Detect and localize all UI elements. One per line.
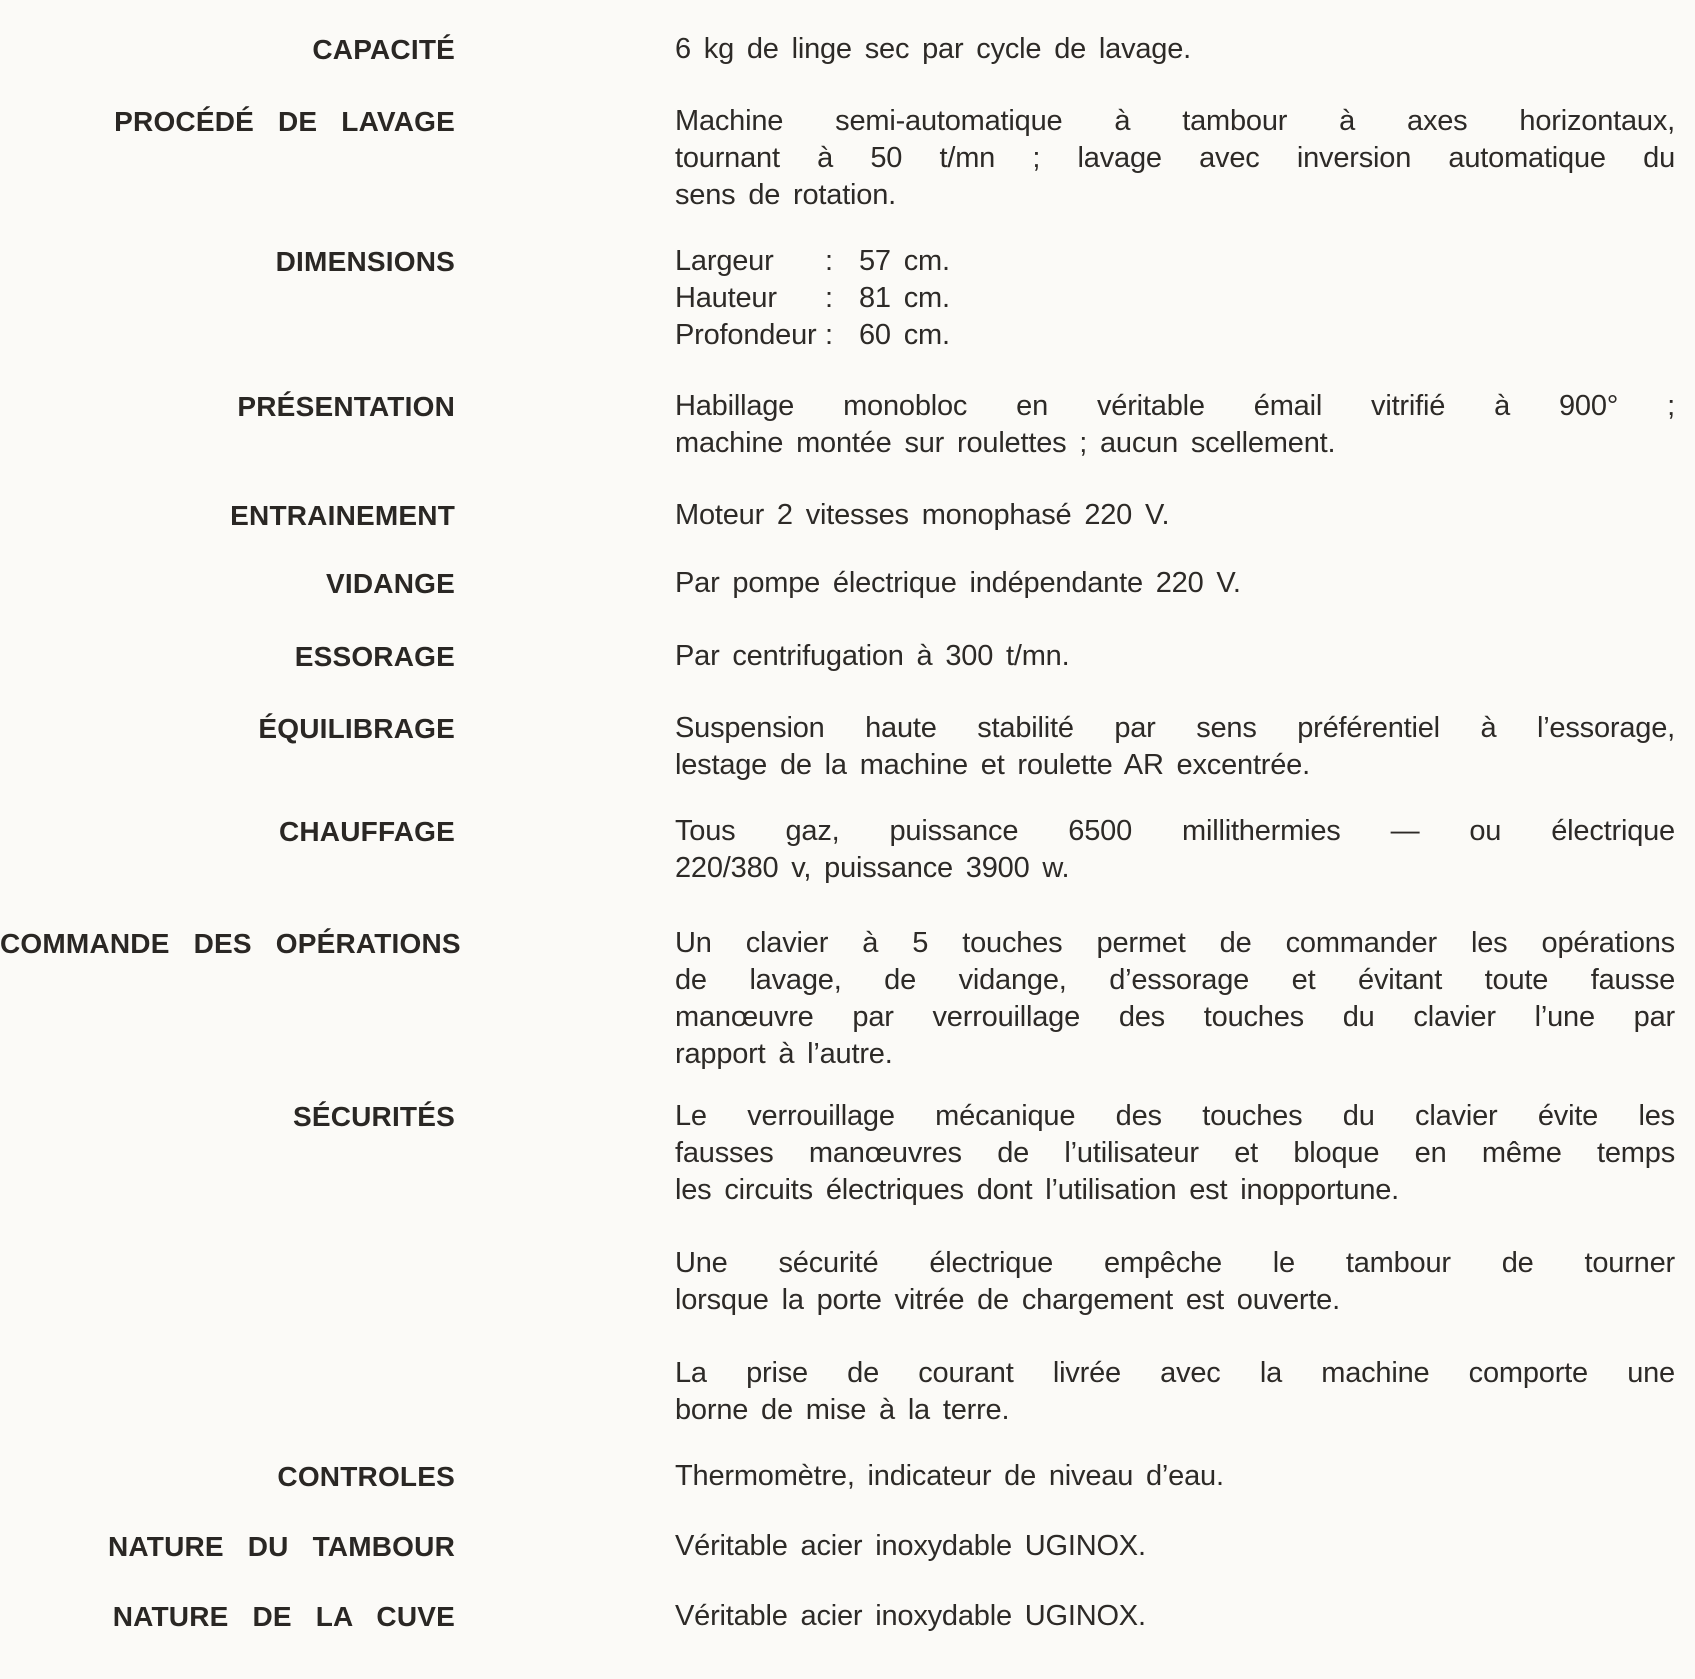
spec-text-line: de lavage, de vidange, d’essorage et évitant toute fausse	[675, 964, 1675, 996]
securites-paragraph-1	[675, 1098, 1675, 1209]
spec-label-vidange: VIDANGE	[326, 568, 455, 599]
spec-text-line: rapport à l’autre.	[675, 1038, 893, 1070]
spec-text-line: Le verrouillage mécanique des touches du clavier évite les	[675, 1100, 1675, 1132]
spec-row-presentation	[0, 388, 1695, 462]
spec-text-line: 220/380 v, puissance 3900 w.	[675, 852, 1070, 884]
spec-row-dimensions	[0, 243, 1695, 354]
spec-label-commande-des-operations: COMMANDE DES OPÉRATIONS	[0, 928, 461, 959]
spec-label-controles: CONTROLES	[277, 1461, 455, 1492]
dimension-value: 60 cm.	[859, 319, 950, 351]
spec-body-controles	[675, 1458, 1675, 1495]
spec-text-line: 6 kg de linge sec par cycle de lavage.	[675, 33, 1192, 65]
spec-text-line: machine montée sur roulettes ; aucun scellement.	[675, 427, 1336, 459]
spec-body-capacite	[675, 31, 1675, 68]
spec-label-nature-du-tambour: NATURE DU TAMBOUR	[108, 1531, 455, 1562]
spec-body-commande-des-operations	[675, 925, 1675, 1073]
spec-label-presentation: PRÉSENTATION	[237, 391, 455, 422]
spec-text-line: manœuvre par verrouillage des touches du clavier l’une par	[675, 1001, 1675, 1033]
spec-row-equilibrage	[0, 710, 1695, 784]
spec-text-line: borne de mise à la terre.	[675, 1394, 1010, 1426]
spec-body-essorage	[675, 638, 1675, 675]
spec-text-line: fausses manœuvres de l’utilisateur et bloque en même temps	[675, 1137, 1675, 1169]
spec-label-capacite: CAPACITÉ	[312, 34, 455, 65]
spec-label-securites: SÉCURITÉS	[292, 1101, 455, 1132]
spec-text-line: Par pompe électrique indépendante 220 V.	[675, 567, 1241, 599]
spec-text-line: Une sécurité électrique empêche le tambour de tourner	[675, 1247, 1675, 1279]
spec-text-line: tournant à 50 t/mn ; lavage avec inversion automatique du	[675, 142, 1675, 174]
spec-label-equilibrage: ÉQUILIBRAGE	[258, 713, 455, 744]
spec-row-securites	[0, 1098, 1695, 1429]
spec-label-nature-de-la-cuve: NATURE DE LA CUVE	[112, 1601, 455, 1632]
dimension-row-hauteur	[675, 280, 1675, 317]
spec-text-line: Véritable acier inoxydable UGINOX.	[675, 1600, 1146, 1632]
dimension-name: Hauteur	[675, 282, 777, 314]
spec-text-line: Par centrifugation à 300 t/mn.	[675, 640, 1070, 672]
spec-text-line: lorsque la porte vitrée de chargement est ouverte.	[675, 1284, 1340, 1316]
spec-label-essorage: ESSORAGE	[294, 641, 455, 672]
spec-body-equilibrage	[675, 710, 1675, 784]
spec-text-line: Moteur 2 vitesses monophasé 220 V.	[675, 499, 1170, 531]
spec-text-line: Habillage monobloc en véritable émail vitrifié à 900° ;	[675, 390, 1675, 422]
spec-text-line: sens de rotation.	[675, 179, 897, 211]
spec-body-procede-de-lavage	[675, 103, 1675, 214]
dimension-row-largeur	[675, 243, 1675, 280]
spec-text-line: La prise de courant livrée avec la machine comporte une	[675, 1357, 1675, 1389]
spec-label-entrainement: ENTRAINEMENT	[230, 500, 455, 531]
spec-body-dimensions	[675, 243, 1675, 354]
spec-row-essorage	[0, 638, 1695, 675]
spec-row-nature-de-la-cuve	[0, 1598, 1695, 1635]
spec-label-chauffage: CHAUFFAGE	[278, 816, 455, 847]
spec-text-line: Un clavier à 5 touches permet de commander les opérations	[675, 927, 1675, 959]
dimension-value: 81 cm.	[859, 282, 950, 314]
spec-body-presentation	[675, 388, 1675, 462]
spec-body-entrainement	[675, 497, 1675, 534]
spec-row-vidange	[0, 565, 1695, 602]
securites-paragraph-3	[675, 1355, 1675, 1429]
dimension-separator: :	[825, 245, 833, 277]
spec-row-procede-de-lavage	[0, 103, 1695, 214]
spec-body-securites	[675, 1098, 1675, 1429]
securites-paragraph-2	[675, 1245, 1675, 1319]
spec-row-commande-des-operations	[0, 925, 1695, 1073]
spec-label-procede-de-lavage: PROCÉDÉ DE LAVAGE	[114, 106, 455, 137]
spec-text-line: Tous gaz, puissance 6500 millithermies — ou électrique	[675, 815, 1675, 847]
spec-body-nature-du-tambour	[675, 1528, 1675, 1565]
spec-row-entrainement	[0, 497, 1695, 534]
spec-body-chauffage	[675, 813, 1675, 887]
spec-row-chauffage	[0, 813, 1695, 887]
spec-row-capacite	[0, 31, 1695, 68]
dimension-separator: :	[825, 282, 833, 314]
spec-row-controles	[0, 1458, 1695, 1495]
dimension-name: Largeur	[675, 245, 774, 277]
dimension-row-profondeur	[675, 317, 1675, 354]
dimension-value: 57 cm.	[859, 245, 950, 277]
spec-text-line: Machine semi-automatique à tambour à axes horizontaux,	[675, 105, 1675, 137]
dimension-separator: :	[825, 319, 833, 351]
spec-body-nature-de-la-cuve	[675, 1598, 1675, 1635]
spec-text-line: Véritable acier inoxydable UGINOX.	[675, 1530, 1146, 1562]
spec-text-line: Thermomètre, indicateur de niveau d’eau.	[675, 1460, 1224, 1492]
spec-row-nature-du-tambour	[0, 1528, 1695, 1565]
dimension-name: Profondeur	[675, 319, 817, 351]
spec-text-line: Suspension haute stabilité par sens préférentiel à l’essorage,	[675, 712, 1675, 744]
spec-body-vidange	[675, 565, 1675, 602]
spec-label-dimensions: DIMENSIONS	[275, 246, 455, 277]
spec-text-line: lestage de la machine et roulette AR excentrée.	[675, 749, 1310, 781]
spec-text-line: les circuits électriques dont l’utilisation est inopportune.	[675, 1174, 1400, 1206]
